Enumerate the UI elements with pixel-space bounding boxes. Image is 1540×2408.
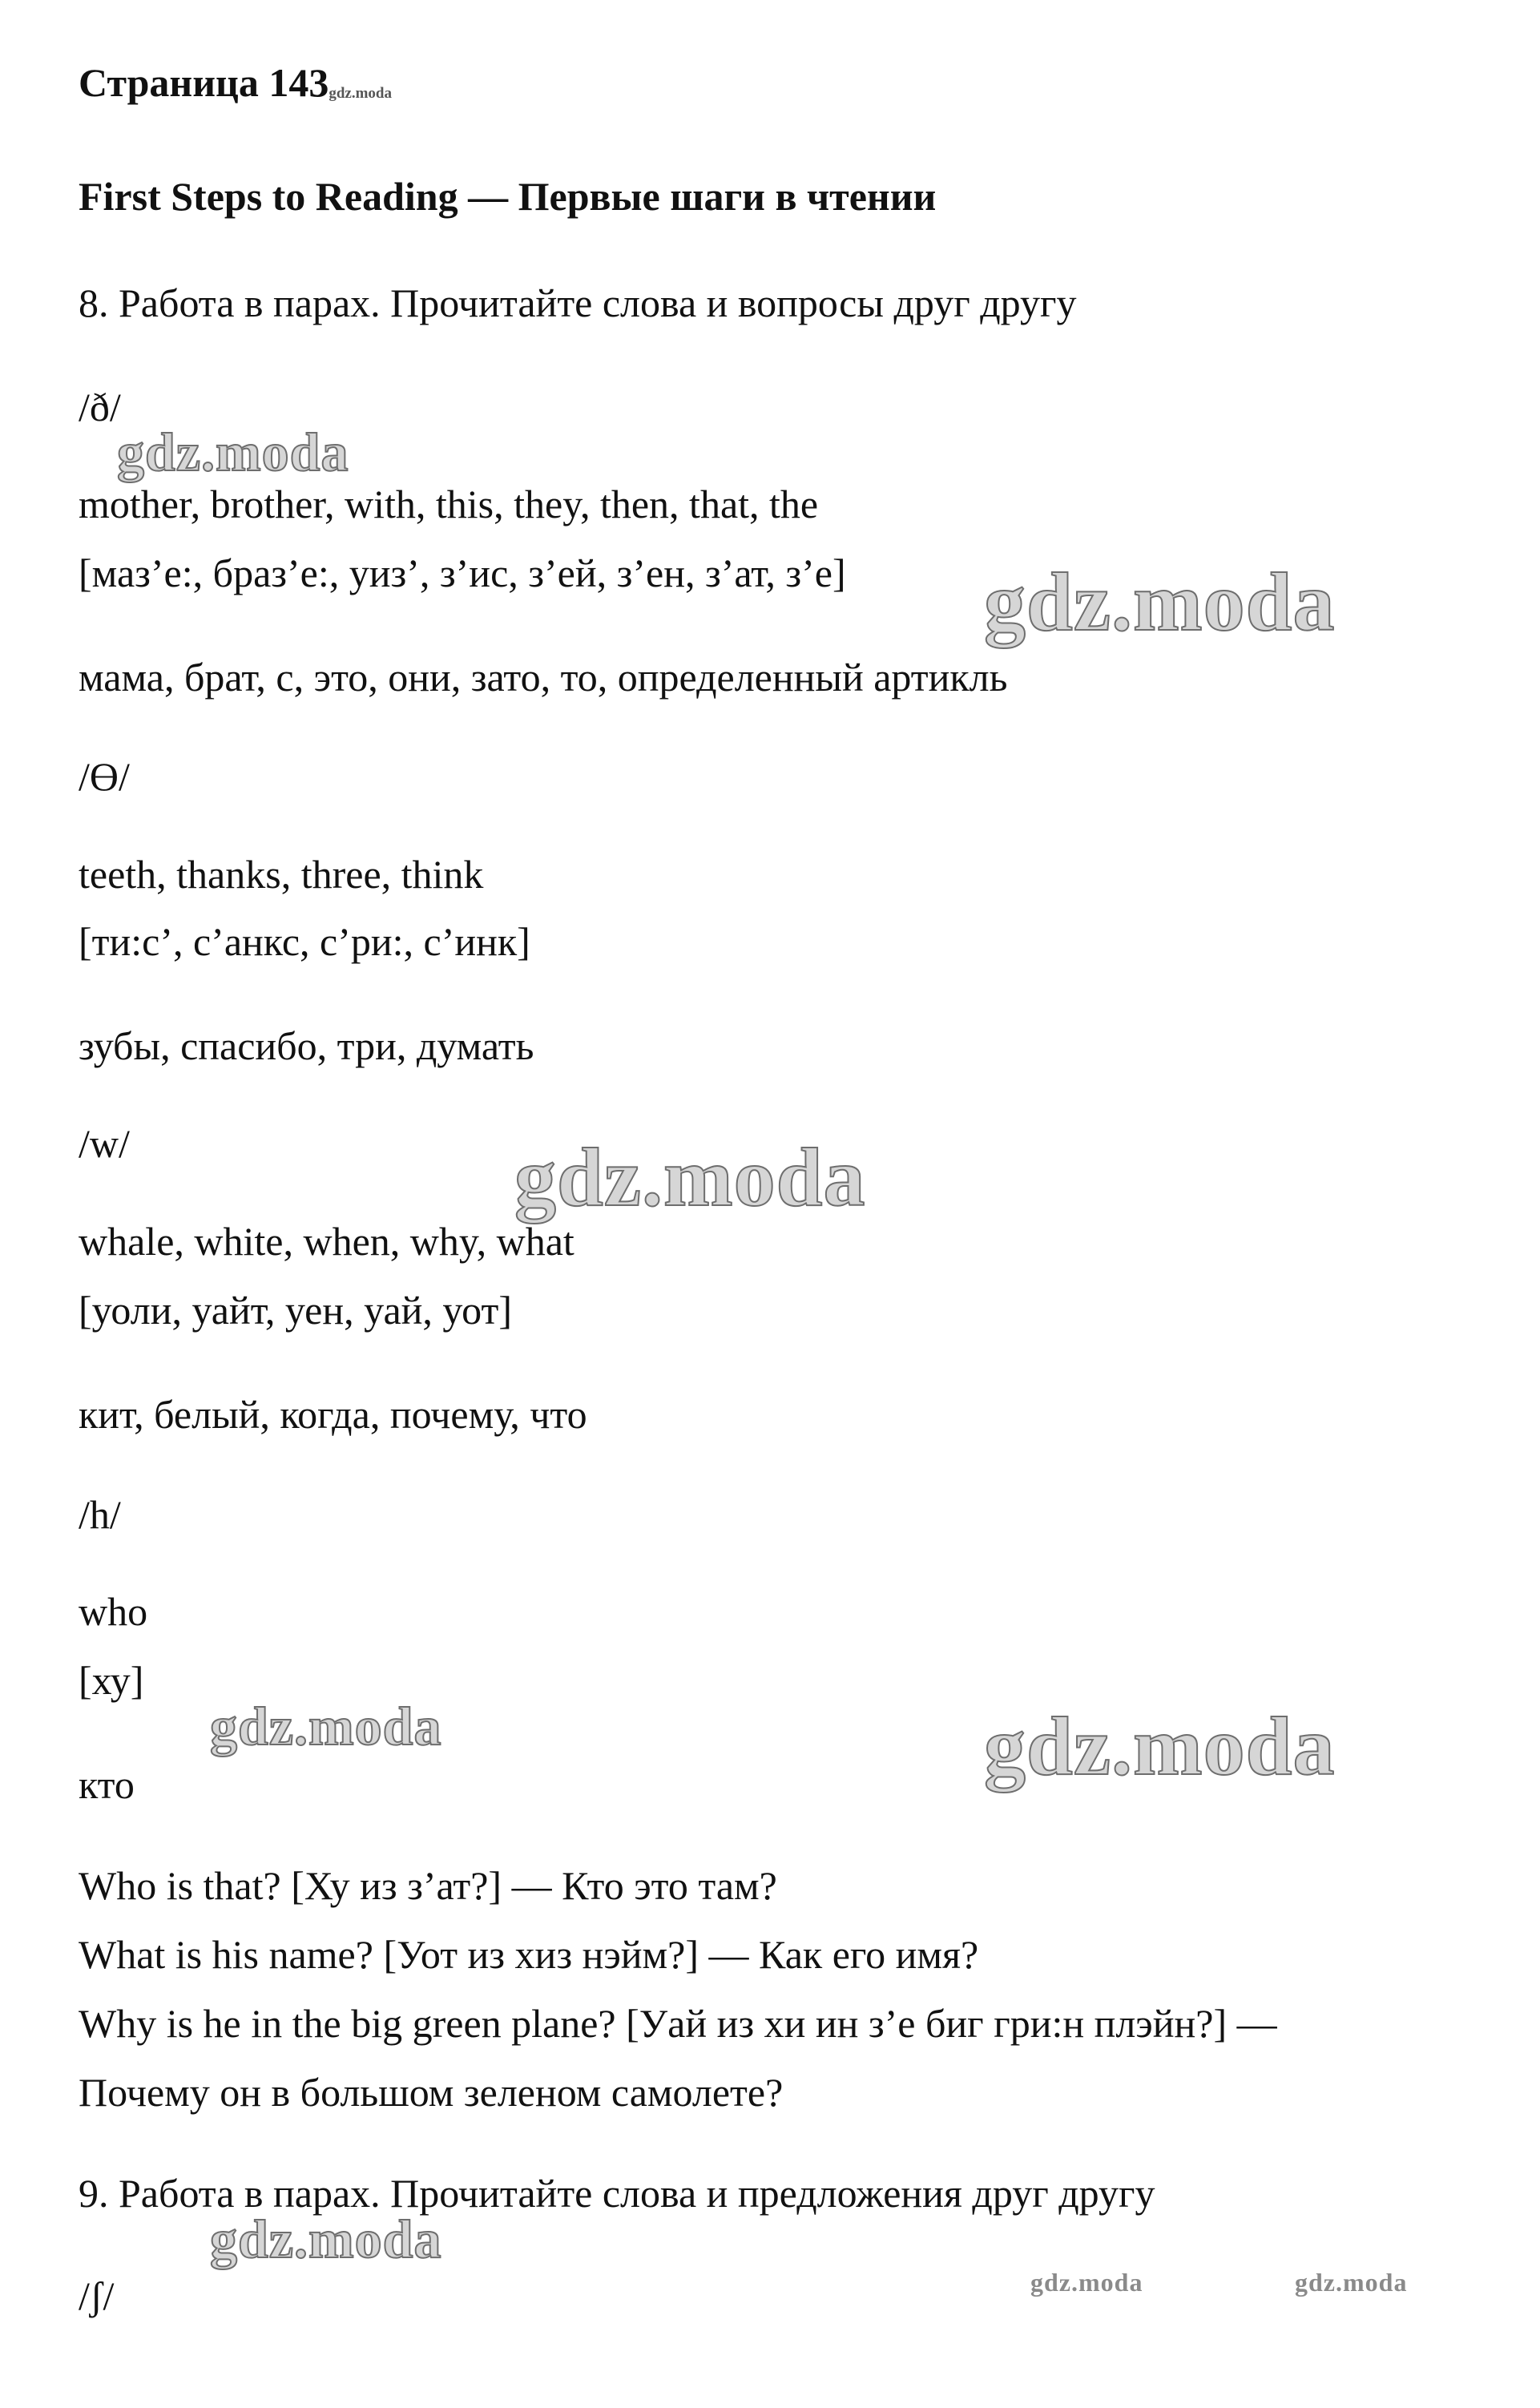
- sound-label: /ð/: [79, 385, 121, 430]
- watermark: gdz.moda: [1030, 2268, 1143, 2297]
- transcription: [ху]: [79, 1658, 144, 1703]
- watermark: gdz.moda: [117, 422, 349, 482]
- word-list: teeth, thanks, three, think: [79, 852, 484, 897]
- page-label: Страница 143: [79, 60, 329, 105]
- sound-label: /h/: [79, 1492, 121, 1537]
- transcription: [маз’е:, браз’е:, уиз’, з’ис, з’ей, з’ен, з’ат, з’е]: [79, 551, 846, 595]
- page-label-line: [79, 60, 393, 105]
- question-line: What is his name? [Уот из хиз нэйм?] — Как его имя?: [79, 1932, 979, 1977]
- watermark: gdz.moda: [1295, 2268, 1408, 2297]
- translation: зубы, спасибо, три, думать: [79, 1023, 534, 1068]
- watermark: gdz.moda: [984, 556, 1336, 648]
- exercise-8-instruction: 8. Работа в парах. Прочитайте слова и вопросы друг другу: [79, 280, 1077, 325]
- sound-label: /Ө/: [79, 754, 130, 799]
- question-line: Why is he in the big green plane? [Уай из хи ин з’е биг гри:н плэйн?] —: [79, 2001, 1277, 2046]
- question-line: Who is that? [Ху из з’ат?] — Кто это там?: [79, 1863, 777, 1908]
- page-label-watermark: gdz.moda: [329, 85, 393, 102]
- watermark: gdz.moda: [984, 1700, 1336, 1793]
- question-line: Почему он в большом зеленом самолете?: [79, 2070, 784, 2115]
- exercise-9-instruction: 9. Работа в парах. Прочитайте слова и предложения друг другу: [79, 2171, 1155, 2216]
- word-list: mother, brother, with, this, they, then, that, the: [79, 482, 819, 526]
- watermark: gdz.moda: [210, 1696, 442, 1757]
- sound-label: /ʃ/: [79, 2273, 115, 2318]
- sound-label: /w/: [79, 1121, 130, 1166]
- word-list: who: [79, 1589, 148, 1634]
- watermark: gdz.moda: [210, 2208, 442, 2269]
- watermark: gdz.moda: [514, 1131, 866, 1224]
- page-title: First Steps to Reading — Первые шаги в чтении: [79, 174, 937, 219]
- translation: кто: [79, 1762, 135, 1807]
- word-list: whale, white, when, why, what: [79, 1219, 574, 1264]
- translation: мама, брат, с, это, они, зато, то, определенный артикль: [79, 655, 1008, 700]
- transcription: [ти:с’, с’анкс, с’ри:, с’инк]: [79, 919, 530, 964]
- translation: кит, белый, когда, почему, что: [79, 1392, 587, 1437]
- transcription: [уоли, уайт, уен, уай, уот]: [79, 1288, 513, 1333]
